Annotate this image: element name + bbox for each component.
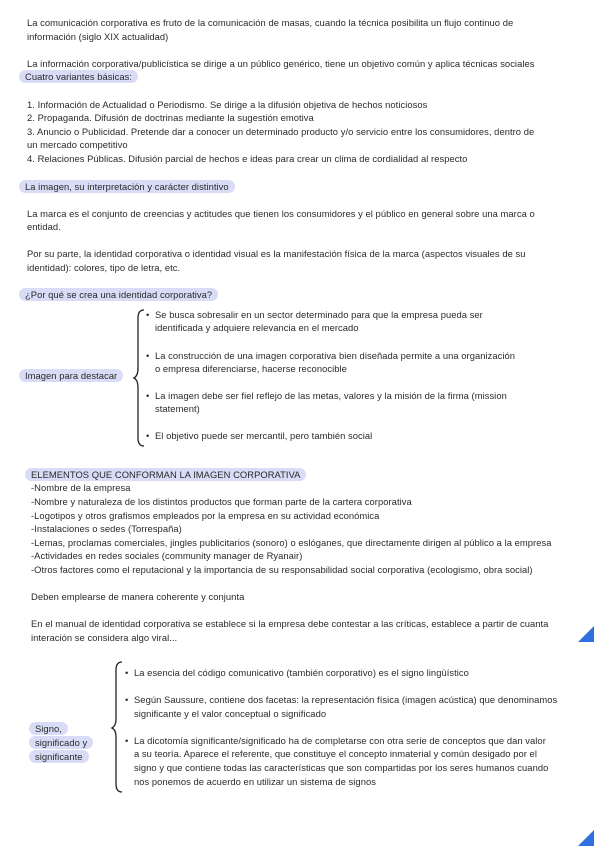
variant-item: 1. Información de Actualidad o Periodismo. Se dirige a la difusión objetiva de hechos noticiosos bbox=[27, 99, 428, 110]
variant-item: 4. Relaciones Públicas. Difusión parcial de hechos e ideas para crear un clima de cordialidad al respecto bbox=[27, 153, 468, 164]
variant-item: 2. Propaganda. Difusión de doctrinas mediante la sugestión emotiva bbox=[27, 112, 314, 123]
bullet-line: • La construcción de una imagen corporativa bien diseñada permite a una organización bbox=[155, 349, 515, 362]
mindmap-label-signo: significante bbox=[29, 750, 89, 763]
elemento-item: -Instalaciones o sedes (Torrespaña) bbox=[31, 523, 182, 534]
elemento-item: -Actividades en redes sociales (community manager de Ryanair) bbox=[31, 550, 303, 561]
section-heading-elementos: ELEMENTOS QUE CONFORMAN LA IMAGEN CORPORATIVA bbox=[25, 468, 306, 481]
bullet-line: • Se busca sobresalir en un sector determinado para que la empresa pueda ser bbox=[155, 308, 483, 321]
bullet-line: • Según Saussure, contiene dos facetas: la representación física (imagen acústica) que denominamos bbox=[134, 693, 557, 706]
bullet-line: • La dicotomía significante/significado ha de completarse con otra serie de conceptos que dan valor bbox=[134, 734, 546, 747]
bullet-line: • La imagen debe ser fiel reflejo de las metas, valores y la misión de la firma (mission bbox=[155, 389, 507, 402]
section-heading-porque: ¿Por qué se crea una identidad corporativa? bbox=[19, 288, 218, 301]
intro-line: información (siglo XIX actualidad) bbox=[27, 31, 169, 42]
mindmap-label-signo: significado y bbox=[29, 736, 93, 749]
imagen-line: Por su parte, la identidad corporativa o identidad visual es la manifestación física de la marca (aspectos visuales de su bbox=[27, 248, 526, 259]
page-corner-marker bbox=[578, 626, 594, 642]
elemento-item: -Logotipos y otros grafismos empleados por la empresa en su actividad económica bbox=[31, 510, 380, 521]
manual-line: En el manual de identidad corporativa se establece si la empresa debe contestar a las críticas, establece a partir de cuanta bbox=[31, 618, 549, 629]
curly-brace bbox=[111, 660, 125, 794]
bullet-line: o empresa diferenciarse, hacerse reconocible bbox=[155, 363, 347, 374]
page-corner-marker bbox=[578, 830, 594, 846]
bullet-line: a su teoría. Aparece el referente, que constituye el concepto inmaterial y común desigado por el bbox=[134, 748, 537, 759]
variant-item: 3. Anuncio o Publicidad. Pretende dar a conocer un determinado producto y/o servicio entre los consumidores, dentro de bbox=[27, 126, 535, 137]
imagen-line: La marca es el conjunto de creencias y actitudes que tienen los consumidores y el público en general sobre una marca o bbox=[27, 208, 535, 219]
elemento-item: -Otros factores como el reputacional y la importancia de su responsabilidad social corporativa (ecologismo, obra social) bbox=[31, 564, 533, 575]
bullet-line: significante y el valor conceptual o significado bbox=[134, 708, 327, 719]
manual-line: interación se considera algo viral... bbox=[31, 632, 178, 643]
section-heading-imagen: La imagen, su interpretación y carácter distintivo bbox=[19, 180, 235, 193]
bullet-line: identificada y adquiere relevancia en el mercado bbox=[155, 322, 359, 333]
mindmap-label-signo: Signo, bbox=[29, 722, 68, 735]
bullet-line: nos ponemos de acuerdo en utilizar un sistema de signos bbox=[134, 776, 376, 787]
imagen-line: entidad. bbox=[27, 221, 61, 232]
bullet-line: signo y que contiene todas las características que son compartidas por los seres humanos cuando bbox=[134, 762, 549, 773]
elemento-item: -Nombre y naturaleza de los distintos productos que forman parte de la cartera corporativa bbox=[31, 496, 412, 507]
intro-line: La comunicación corporativa es fruto de la comunicación de masas, cuando la técnica posibilita un flujo continuo de bbox=[27, 17, 514, 28]
mindmap-label-imagen: Imagen para destacar bbox=[19, 369, 123, 382]
coherent-note: Deben emplearse de manera coherente y conjunta bbox=[31, 591, 245, 602]
elemento-item: -Lemas, proclamas comerciales, jingles publicitarios (sonoro) o eslóganes, que directamente dirigen al público a la empresa bbox=[31, 537, 552, 548]
bullet-line: • La esencia del código comunicativo (también corporativo) es el signo lingüístico bbox=[134, 666, 469, 679]
elemento-item: -Nombre de la empresa bbox=[31, 482, 131, 493]
bullet-line: statement) bbox=[155, 403, 200, 414]
curly-brace bbox=[133, 308, 147, 448]
variant-item: un mercado competitivo bbox=[27, 139, 128, 150]
variants-heading: Cuatro variantes básicas: bbox=[19, 70, 138, 83]
bullet-line: • El objetivo puede ser mercantil, pero también social bbox=[155, 429, 372, 442]
intro-line: La información corporativa/publicística se dirige a un público genérico, tiene un objetivo común y aplica técnicas sociales bbox=[27, 58, 535, 69]
imagen-line: identidad): colores, tipo de letra, etc. bbox=[27, 262, 181, 273]
